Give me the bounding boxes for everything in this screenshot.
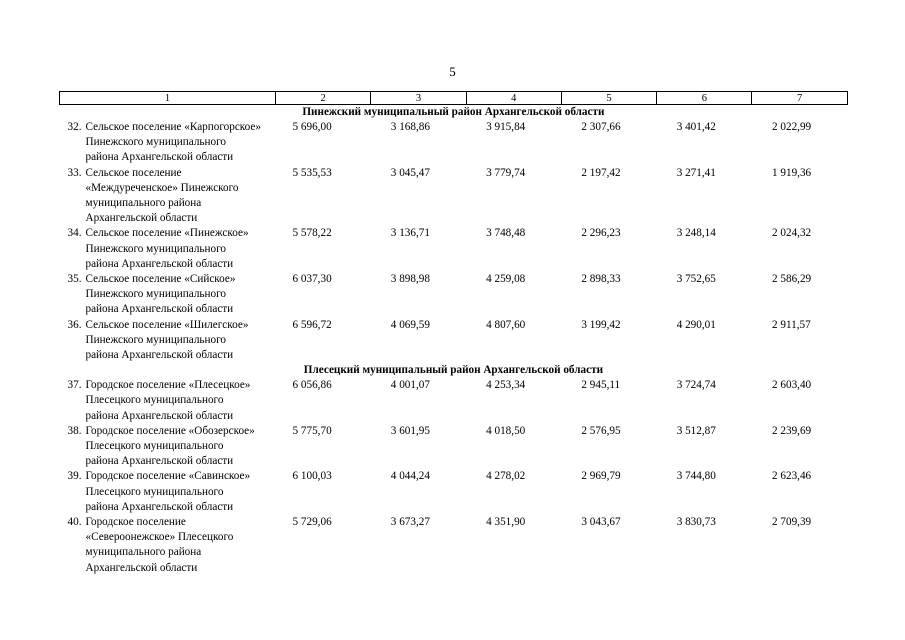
value-cell: 3 045,47	[390, 166, 430, 179]
value-cell: 4 253,34	[486, 379, 526, 392]
settlement-name	[86, 469, 276, 515]
value-cell: 4 069,59	[390, 318, 430, 331]
value-cell: 4 351,90	[486, 516, 526, 529]
value-cell: 3 779,74	[486, 166, 526, 179]
settlement-cell	[60, 226, 276, 272]
value-cell: 6 596,72	[292, 318, 332, 331]
table-row	[60, 272, 848, 318]
value-cell: 3 752,65	[676, 273, 716, 286]
row-index: 38.	[67, 424, 82, 437]
settlement-name-line: Пинежского муниципального	[85, 333, 227, 346]
settlement-name-line: Плесецкого муниципального	[85, 485, 224, 498]
settlement-name-line: «Североонежское» Плесецкого	[85, 531, 234, 544]
settlement-name-line: района Архангельской области	[85, 409, 234, 422]
table-row	[60, 166, 848, 227]
value-cell: 6 100,03	[292, 470, 332, 483]
value-cell: 3 673,27	[390, 516, 430, 529]
column-header: 5	[561, 92, 656, 105]
settlement-name-line: Городское поселение	[85, 516, 186, 529]
value-cell: 2 969,79	[581, 470, 621, 483]
settlement-cell	[60, 378, 276, 424]
value-cell: 2 022,99	[771, 121, 812, 133]
row-index: 37.	[67, 379, 82, 392]
row-index: 39.	[67, 470, 82, 483]
value-cell: 4 044,24	[390, 470, 430, 483]
settlement-name-line: Сельское поселение «Карпогорское»	[85, 121, 261, 133]
settlement-name	[86, 318, 276, 364]
value-cell: 2 576,95	[581, 424, 621, 437]
settlement-name-line: Сельское поселение «Сийское»	[85, 273, 236, 286]
value-cell: 2 197,42	[581, 166, 621, 179]
value-cell: 4 259,08	[486, 273, 526, 286]
value-cell: 2 898,33	[581, 273, 621, 286]
section-title: Плесецкий муниципальный район Архангельской области	[303, 364, 604, 377]
section-header-row	[60, 105, 848, 121]
column-header: 3	[371, 92, 466, 105]
settlement-name-line: района Архангельской области	[85, 455, 234, 468]
settlement-name	[86, 272, 276, 318]
settlement-name-line: Пинежского муниципального	[85, 288, 227, 301]
row-index: 40.	[67, 516, 82, 529]
settlement-name-line: Городское поселение «Плесецкое»	[85, 379, 251, 392]
section-title: Пинежский муниципальный район Архангельской области	[302, 106, 605, 118]
value-cell: 3 136,71	[390, 227, 430, 240]
value-cell: 3 748,48	[486, 227, 526, 240]
value-cell: 3 830,73	[676, 516, 716, 529]
value-cell: 6 056,86	[292, 379, 332, 392]
row-index: 36.	[67, 318, 82, 331]
table-row	[60, 378, 848, 424]
value-cell: 3 199,42	[581, 318, 621, 331]
settlement-name-line: Плесецкого муниципального	[85, 394, 224, 407]
value-cell: 3 248,14	[676, 227, 716, 240]
value-cell: 3 601,95	[390, 424, 430, 437]
row-index: 32.	[67, 121, 82, 133]
settlement-name	[86, 120, 276, 166]
settlement-cell	[60, 424, 276, 470]
value-cell: 2 709,39	[771, 516, 812, 529]
table-body	[60, 105, 848, 576]
value-cell: 4 001,07	[390, 379, 430, 392]
settlement-name-line: муниципального района	[85, 546, 202, 559]
settlement-name-line: района Архангельской области	[85, 349, 234, 362]
value-cell: 6 037,30	[292, 273, 332, 286]
settlement-name	[86, 226, 276, 272]
table-row	[60, 469, 848, 515]
value-cell: 5 578,22	[292, 227, 332, 240]
column-header: 2	[276, 92, 371, 105]
value-cell: 3 744,80	[676, 470, 716, 483]
settlement-name-line: Архангельской области	[85, 212, 198, 225]
settlement-cell	[60, 469, 276, 515]
settlement-name-line: Пинежского муниципального	[85, 136, 227, 149]
settlement-name	[86, 424, 276, 470]
table-row	[60, 120, 848, 166]
value-cell: 2 307,66	[581, 121, 621, 133]
column-header: 6	[657, 92, 752, 105]
settlement-name-line: муниципального района	[85, 197, 202, 210]
value-cell: 3 512,87	[676, 424, 716, 437]
value-cell: 1 919,36	[771, 166, 812, 179]
value-cell: 3 168,86	[390, 121, 430, 133]
table-row	[60, 318, 848, 364]
table-row	[60, 226, 848, 272]
column-number-row	[60, 92, 848, 105]
value-cell: 5 696,00	[292, 121, 332, 133]
settlement-name-line: Сельское поселение «Пинежское»	[85, 227, 249, 240]
value-cell: 4 018,50	[486, 424, 526, 437]
value-cell: 2 024,32	[771, 227, 812, 240]
row-index: 33.	[67, 166, 82, 179]
settlement-cell	[60, 318, 276, 364]
settlement-name-line: Городское поселение «Савинское»	[85, 470, 251, 483]
column-header: 7	[752, 92, 847, 105]
settlement-name	[86, 515, 276, 576]
tariff-table	[59, 91, 848, 576]
value-cell: 3 043,67	[581, 516, 621, 529]
value-cell: 2 586,29	[771, 273, 812, 286]
settlement-name-line: Плесецкого муниципального	[85, 440, 224, 453]
value-cell: 4 278,02	[486, 470, 526, 483]
value-cell: 5 729,06	[292, 516, 332, 529]
settlement-name-line: Архангельской области	[85, 561, 198, 574]
value-cell: 3 271,41	[676, 166, 716, 179]
column-header: 1	[60, 92, 276, 105]
value-cell: 2 623,46	[771, 470, 812, 483]
settlement-name-line: «Междуреченское» Пинежского	[85, 181, 239, 194]
settlement-cell	[60, 515, 276, 576]
row-index: 34.	[67, 227, 82, 240]
value-cell: 2 603,40	[771, 379, 812, 392]
settlement-name-line: Городское поселение «Обозерское»	[85, 424, 255, 437]
column-header: 4	[466, 92, 561, 105]
table-row	[60, 424, 848, 470]
value-cell: 5 535,53	[292, 166, 332, 179]
table-row	[60, 515, 848, 576]
page-number: 5	[449, 64, 456, 79]
value-cell: 4 807,60	[486, 318, 526, 331]
value-cell: 2 296,23	[581, 227, 621, 240]
settlement-name-line: Пинежского муниципального	[85, 242, 227, 255]
settlement-name-line: района Архангельской области	[85, 500, 234, 513]
value-cell: 3 401,42	[676, 121, 716, 133]
settlement-cell	[60, 272, 276, 318]
settlement-cell	[60, 120, 276, 166]
value-cell: 2 911,57	[771, 318, 811, 331]
settlement-name-line: района Архангельской области	[85, 303, 234, 316]
settlement-name-line: района Архангельской области	[85, 257, 234, 270]
value-cell: 5 775,70	[292, 424, 332, 437]
value-cell: 3 915,84	[486, 121, 526, 133]
value-cell: 2 945,11	[581, 379, 621, 392]
settlement-name-line: района Архангельской области	[85, 151, 234, 164]
value-cell: 3 898,98	[390, 273, 430, 286]
settlement-name-line: Сельское поселение	[85, 166, 182, 179]
settlement-cell	[60, 166, 276, 227]
settlement-name	[86, 166, 276, 227]
section-header-row	[60, 363, 848, 378]
value-cell: 4 290,01	[676, 318, 716, 331]
value-cell: 2 239,69	[771, 424, 812, 437]
settlement-name-line: Сельское поселение «Шилегское»	[85, 318, 249, 331]
row-index: 35.	[67, 273, 82, 286]
settlement-name	[86, 378, 276, 424]
value-cell: 3 724,74	[676, 379, 716, 392]
